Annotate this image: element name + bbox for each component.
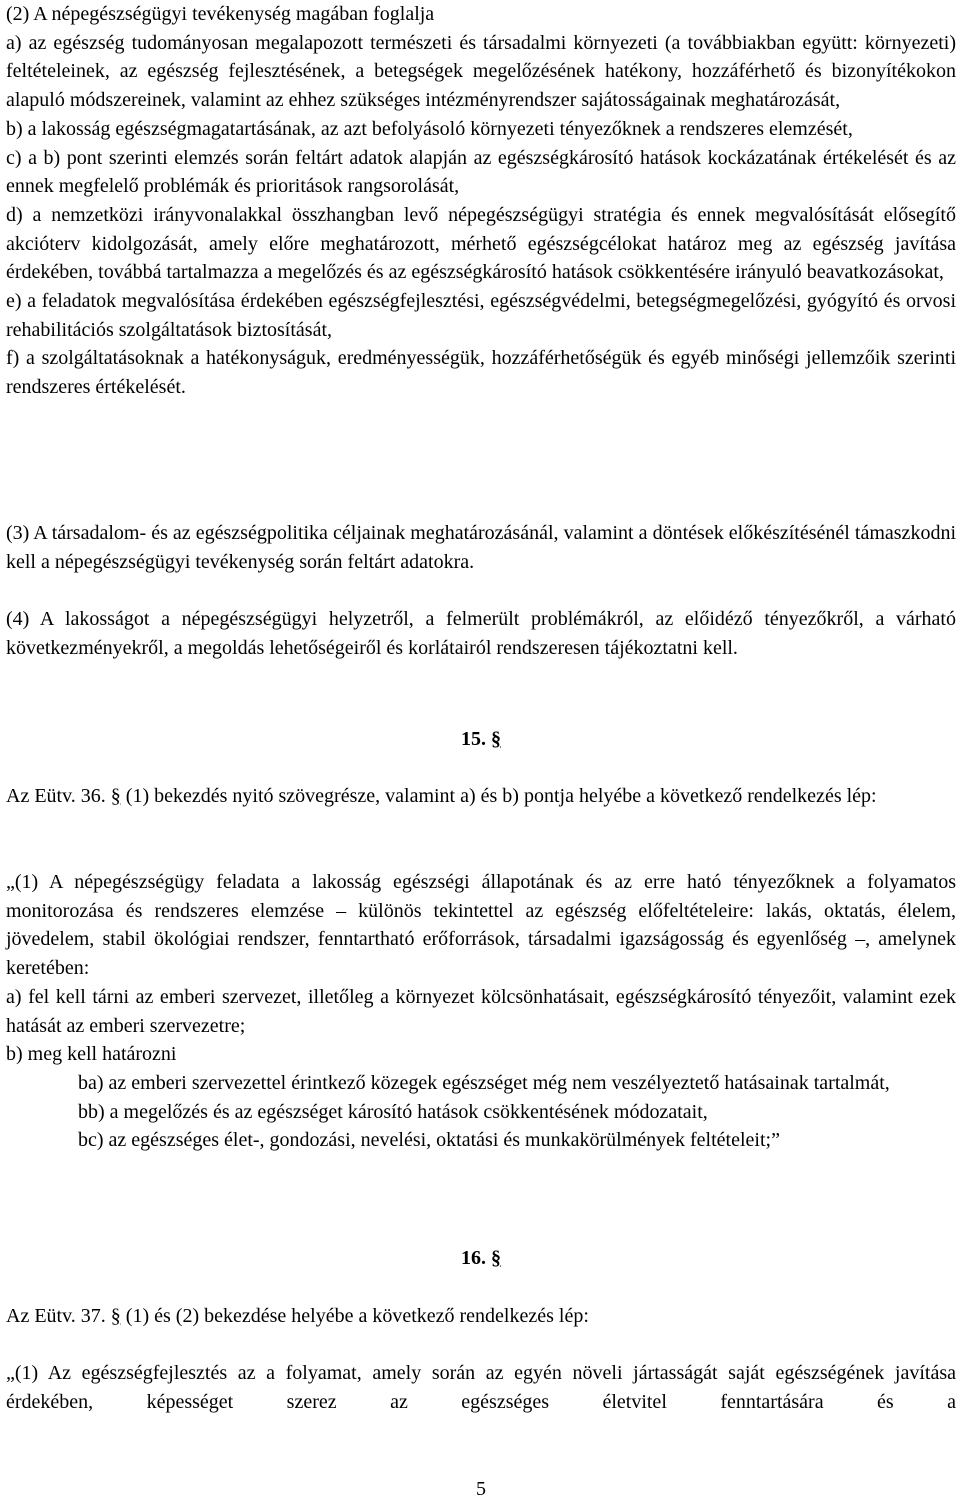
quote-1-point-bc: bc) az egészséges élet-, gondozási, nevelési, oktatási és munkakörülmények feltételeit;” [78, 1129, 780, 1152]
page-number: 5 [476, 1478, 486, 1500]
quote-1-point-b: b) meg kell határozni [6, 1043, 177, 1066]
section-4 [6, 605, 956, 662]
quote-2-paragraph: „(1) Az egészségfejlesztés az a folyamat, amely során az egyén növeli jártasságát saját egészségének javítása érdekében, képességet szerez az egészséges életvitel fenntartására és a [6, 1362, 956, 1413]
section-2-point-a: a) az egészség tudományosan megalapozott természeti és társadalmi környezeti (a továbbiakban együtt: környezeti) feltételeinek, az egészség fejlesztésének, a betegségek megelőzésének hatékony, hozzáférhető és bizonyítékokon alapuló módszereinek, valamint az ehhez szükséges intézményrendszer sajátosságainak meghatározását, [6, 31, 956, 112]
heading-16-number: 16. [461, 1247, 486, 1269]
heading-15-section-sign: § [491, 728, 501, 750]
quote-1-point-a: a) fel kell tárni az emberi szervezet, illetőleg a környezet kölcsönhatásait, egészségkárosító tényezőit, valamint ezek hatását az emberi szervezetre; [6, 985, 956, 1037]
heading-15 [6, 725, 956, 754]
amendment-15-section-sign: § [110, 785, 121, 807]
heading-16 [6, 1244, 956, 1273]
quote-1-point-ba: ba) az emberi szervezettel érintkező közegek egészséget még nem veszélyeztető hatásainak tartalmát, [78, 1071, 890, 1094]
section-3-text: (3) A társadalom- és az egészségpolitika céljainak meghatározásánál, valamint a döntések előkészítésénél támaszkodni kell a népegészségügyi tevékenység során feltárt adatokra. [6, 522, 956, 573]
section-2-point-d: d) a nemzetközi irányvonalakkal összhangban levő népegészségügyi stratégia és ennek megvalósítását elősegítő akcióterv kidolgozását, amely előre meghatározott, mérhető egészségcélokat határoz meg az egészség javítása érdekében, továbbá tartalmazza a megelőzés és az egészségkárosító hatások csökkentésére irányuló beavatkozásokat, [6, 203, 956, 284]
section-2-point-f: f) a szolgáltatásoknak a hatékonyságuk, eredményességük, hozzáférhetőségük és egyéb minőségi jellemzőik szerinti rendszeres értékelését. [6, 347, 956, 399]
section-2-point-b: b) a lakosság egészségmagatartásának, az azt befolyásoló környezeti tényezőknek a rendszeres elemzését, [6, 117, 853, 140]
heading-16-section-sign: § [491, 1247, 501, 1269]
quote-1-point-bb: bb) a megelőzés és az egészséget károsító hatások csökkentésének módozatait, [78, 1100, 708, 1123]
heading-15-number: 15. [461, 728, 486, 750]
section-3 [6, 519, 956, 576]
section-2-intro: (2) A népegészségügyi tevékenység magában foglalja [6, 3, 435, 25]
quote-1 [6, 868, 956, 1155]
quote-1-paragraph: „(1) A népegészségügy feladata a lakosság egészségi állapotának és az erre ható tényezőknek a folyamatos monitorozása és rendszeres elemzése – különös tekintettel az egészség előfeltételeire: lakás, oktatás, élelem, jövedelem, stabil ökológiai rendszer, fenntartható erőforrások, társadalmi igazságosság és egyenlőség –, amelynek keretében: [6, 871, 956, 980]
amendment-16 [6, 1302, 956, 1331]
section-2 [6, 0, 956, 402]
amendment-16-text: (1) és (2) bekezdése helyébe a következő rendelkezés lép: [125, 1305, 589, 1327]
section-4-text: (4) A lakosságot a népegészségügyi helyzetről, a felmerült problémákról, az előidéző tényezőkről, a várható következményekről, a megoldás lehetőségeiről és korlátairól rendszeresen tájékoztatni kell. [6, 608, 956, 659]
quote-2 [6, 1359, 956, 1416]
section-2-point-c: c) a b) pont szerinti elemzés során feltárt adatok alapján az egészségkárosító hatások kockázatának értékelését és az ennek megfelelő problémák és prioritások rangsorolását, [6, 146, 956, 198]
amendment-16-section-sign: § [110, 1305, 121, 1327]
amendment-15 [6, 782, 956, 811]
amendment-15-ref: Az Eütv. 36. [6, 785, 106, 807]
section-2-point-e: e) a feladatok megvalósítása érdekében egészségfejlesztési, egészségvédelmi, betegségmegelőzési, gyógyító és orvosi rehabilitációs szolgáltatások biztosítását, [6, 290, 956, 341]
amendment-16-ref: Az Eütv. 37. [6, 1305, 106, 1327]
amendment-15-text: (1) bekezdés nyitó szövegrésze, valamint a) és b) pontja helyébe a következő rendelkezés lép: [125, 785, 877, 807]
